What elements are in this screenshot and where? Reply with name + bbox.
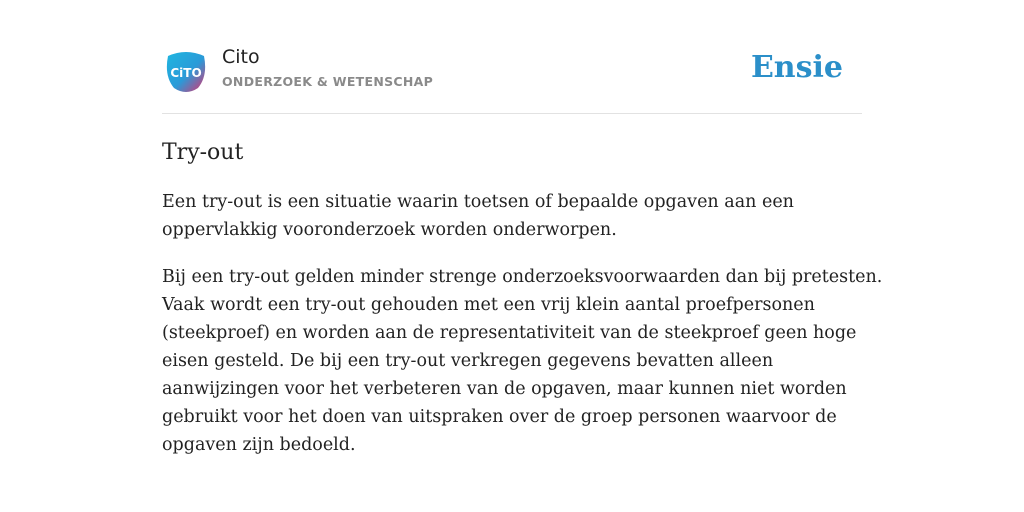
- text-line: oppervlakkig vooronderzoek worden onderworpen.: [162, 220, 617, 240]
- text-line: Een try-out is een situatie waarin toetsen of bepaalde opgaven aan een: [162, 192, 794, 212]
- org-subtitle: ONDERZOEK & WETENSCHAP: [222, 74, 434, 89]
- term-title: Try-out: [162, 140, 244, 165]
- text-line: aanwijzingen voor het verbeteren van de opgaven, maar kunnen niet worden: [162, 379, 847, 399]
- text-line: opgaven zijn bedoeld.: [162, 435, 356, 455]
- definition-paragraph: [162, 188, 862, 244]
- text-line: eisen gesteld. De bij een try-out verkregen gegevens bevatten alleen: [162, 351, 774, 371]
- logo-text: CiTO: [170, 66, 202, 80]
- article: [162, 138, 883, 478]
- text-line: gebruikt voor het doen van uitspraken over de groep personen waarvoor de: [162, 407, 837, 427]
- definition-paragraph: [162, 263, 883, 459]
- text-line: Vaak wordt een try-out gehouden met een vrij klein aantal proefpersonen: [162, 295, 815, 315]
- cito-logo-icon[interactable]: [164, 50, 208, 94]
- header: [162, 44, 862, 114]
- text-line: Bij een try-out gelden minder strenge onderzoeksvoorwaarden dan bij pretesten.: [162, 267, 883, 287]
- brand-logo[interactable]: Ensie: [750, 50, 843, 85]
- org-name[interactable]: Cito: [222, 46, 260, 68]
- text-line: (steekproef) en worden aan de representativiteit van de steekproef geen hoge: [162, 323, 857, 343]
